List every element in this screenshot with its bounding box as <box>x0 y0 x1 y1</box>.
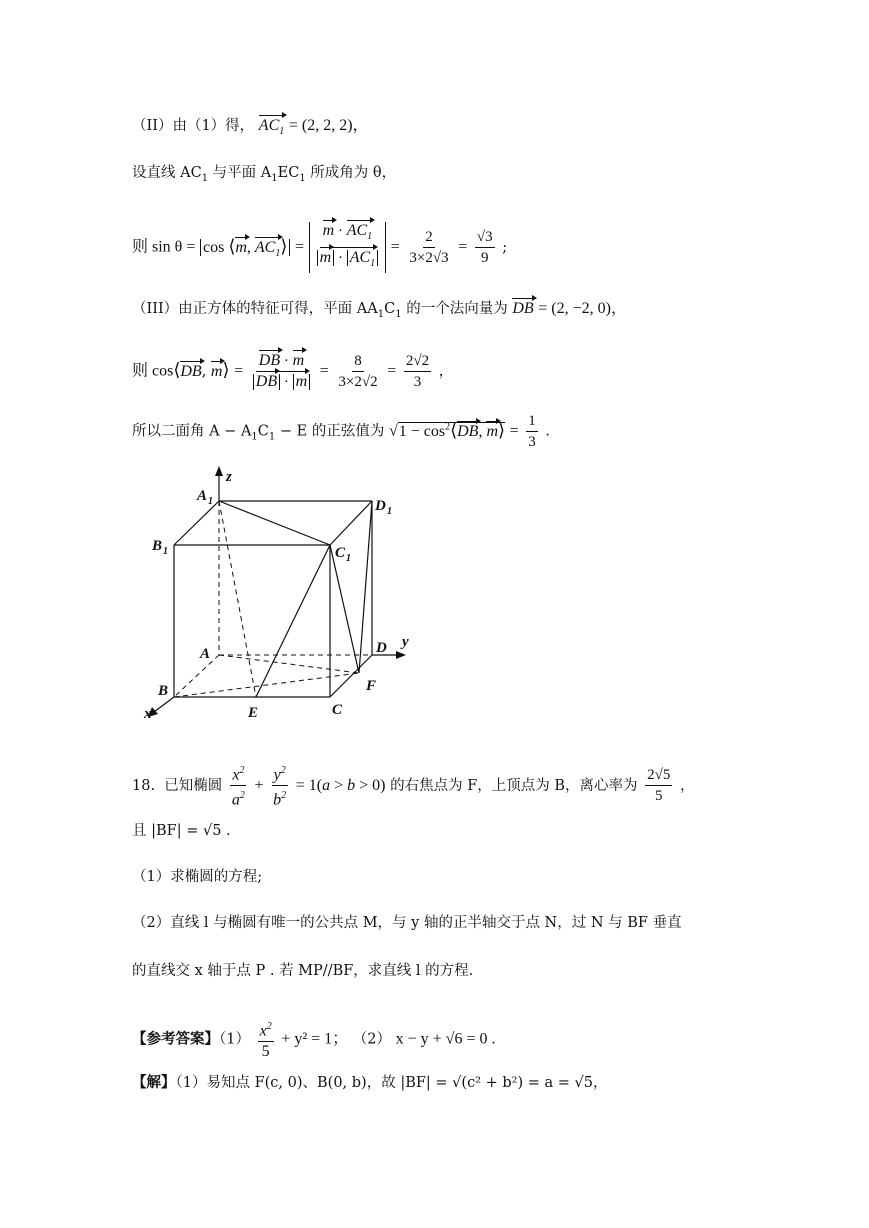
answer-2: x − y + √6 = 0 . <box>395 1030 496 1048</box>
label-D1: D <box>375 498 386 514</box>
dihedral-result-frac <box>526 412 538 451</box>
part3-intro-c: 的一个法向量为 <box>401 301 508 317</box>
sin-result-frac <box>475 228 495 267</box>
angle-line-b: 与平面 A <box>208 165 272 181</box>
solution-line <box>132 1072 607 1094</box>
cos-num: 8 <box>352 352 364 372</box>
sin-result-num: √3 <box>475 228 495 248</box>
label-C: C <box>332 702 343 718</box>
cos-dot-frac: $\frac{DB \cdot m}{DB \cdot m}$ <box>251 352 312 391</box>
sqrt-expression: $1 - \cos^2⟨DB$, m⟩ <box>398 419 506 441</box>
part3-intro-line: （III）由正方体的特征可得，平面 $AA_1C_1$ 的一个法向量为 DB = (2, −2, 0)， <box>132 300 627 320</box>
cube-figure <box>130 460 420 725</box>
ac1-value: = (2, 2, 2)， <box>288 117 369 134</box>
sin-result-den: 9 <box>480 250 489 267</box>
dihedral-num: 1 <box>526 412 538 432</box>
label-A1: A <box>197 488 208 504</box>
answer-1-label: （1） <box>219 1031 250 1048</box>
svg-text:1: 1 <box>346 553 351 564</box>
vector-ac1: $AC_1$ <box>258 117 285 138</box>
dot-product-abs <box>309 222 387 273</box>
label-B: B <box>158 683 169 699</box>
cos-result-frac <box>404 352 431 391</box>
answer-label: 【参考答案】 <box>132 1030 219 1048</box>
vector-db: DB <box>512 300 534 317</box>
label-x: x <box>144 706 152 722</box>
label-F: F <box>366 678 377 694</box>
svg-text:1: 1 <box>163 546 168 557</box>
cos-db-m-line: 则 cos⟨DB, m⟩ = $\frac{DB \cdot m}{DB \cdot m}$ = $\frac{8}{3\times 2√2}$ = $\frac{2√2}{3}$ ， <box>132 352 454 390</box>
solution-label: 【解】 <box>132 1074 176 1091</box>
dot-product-frac: $\frac{m \cdot AC_1}{m \cdot AC_1}$ <box>315 222 381 273</box>
stem-a: 已知椭圆 <box>164 777 223 794</box>
svg-text:1: 1 <box>387 506 392 517</box>
label-E: E <box>248 705 259 721</box>
part3-intro: （III）由正方体的特征可得，平面 AA <box>132 301 378 317</box>
answer-2-label: （2） <box>352 1031 392 1048</box>
problem-18-stem: 18. 已知椭圆 $\frac{x^2}{a^2}$ + $\frac{y^2}{b^2}$ = 1(a > b > 0) 的右焦点为 F，上顶点为 B，离心率为 $\frac{2√5}{5}$ ， <box>132 762 695 810</box>
eccentricity-frac <box>645 766 672 805</box>
angle-line-a: 设直线 AC <box>132 165 202 181</box>
question-2-cont: 的直线交 x 轴于点 P . 若 MP//BF，求直线 l 的方程. <box>132 963 474 979</box>
ecc-den: 5 <box>655 788 663 805</box>
sin-theta-line: 则 sin θ = cos ⟨m, $AC_1⟩$ = $\frac{m \cdot AC_1}{m \cdot AC_1}$ = $\frac{2}{3\times 2√3}$ = $\frac{√3}{9}$ ; <box>132 222 507 273</box>
label-B1: B <box>152 538 163 554</box>
sin-num: 2 <box>423 228 435 248</box>
angle-line-d: 所成角为 θ， <box>305 165 397 181</box>
dihedral-a: 所以二面角 A − A <box>132 423 252 440</box>
svg-text:1: 1 <box>208 496 213 507</box>
label-y: y <box>402 634 409 650</box>
dihedral-c: − E 的正弦值为 <box>275 423 385 440</box>
label-A: A <box>200 646 211 662</box>
question-1: （1）求椭圆的方程; <box>132 869 263 885</box>
question-2: （2）直线 l 与椭圆有唯一的公共点 M，与 y 轴的正半轴交于点 N，过 N 与 BF 垂直 <box>132 915 682 931</box>
cos-result-den: 3 <box>413 374 422 390</box>
sin-value-frac <box>407 228 450 267</box>
part2-intro-line <box>132 115 369 143</box>
problem-18-bf: 且 |BF| = √5 . <box>132 823 231 839</box>
part2-angle-line: 设直线 $AC_1$ 与平面 $A_1EC_1$ 所成角为 θ， <box>132 165 397 184</box>
label-z: z <box>226 469 232 485</box>
cos-result-num: 2√2 <box>404 352 431 372</box>
label-C1: C <box>335 545 346 561</box>
cos-abs: cos ⟨m, $AC_1⟩$ <box>200 239 290 256</box>
reference-answer: 【参考答案】（1） $\frac{x^2}{5}$ + y² = 1； （2） x − y + √6 = 0 . <box>132 1018 495 1061</box>
db-value: = (2, −2, 0)， <box>538 300 627 317</box>
part2-intro: （II）由（1）得， <box>132 118 255 134</box>
dihedral-sine-line: 所以二面角 $A - A_1C_1 - E$ 的正弦值为 $√1 - \cos^2⟨DB$, m⟩ = $\frac{1}{3}$ . <box>132 413 551 450</box>
label-D: D <box>376 640 387 656</box>
sin-den: 3×2√3 <box>409 250 449 267</box>
angle-line-c: EC <box>277 165 300 181</box>
dihedral-den: 3 <box>528 434 536 450</box>
answer-1: + y² = 1； <box>281 1030 349 1048</box>
cos-value-frac <box>336 352 379 391</box>
cos-den: 3×2√2 <box>338 374 378 390</box>
ecc-num: 2√5 <box>645 766 672 786</box>
dihedral-b: C <box>257 423 269 440</box>
part3-intro-b: C <box>384 301 396 317</box>
cos-prefix: 则 cos <box>132 362 174 380</box>
sin-prefix: 则 sin θ = <box>132 238 196 256</box>
problem-number: 18. <box>132 777 156 794</box>
stem-b: 的右焦点为 F，上顶点为 B，离心率为 <box>390 777 638 794</box>
solution-text: （1）易知点 F(c, 0)、B(0, b)，故 |BF| = √(c² + b²) = a = √5， <box>175 1075 608 1091</box>
